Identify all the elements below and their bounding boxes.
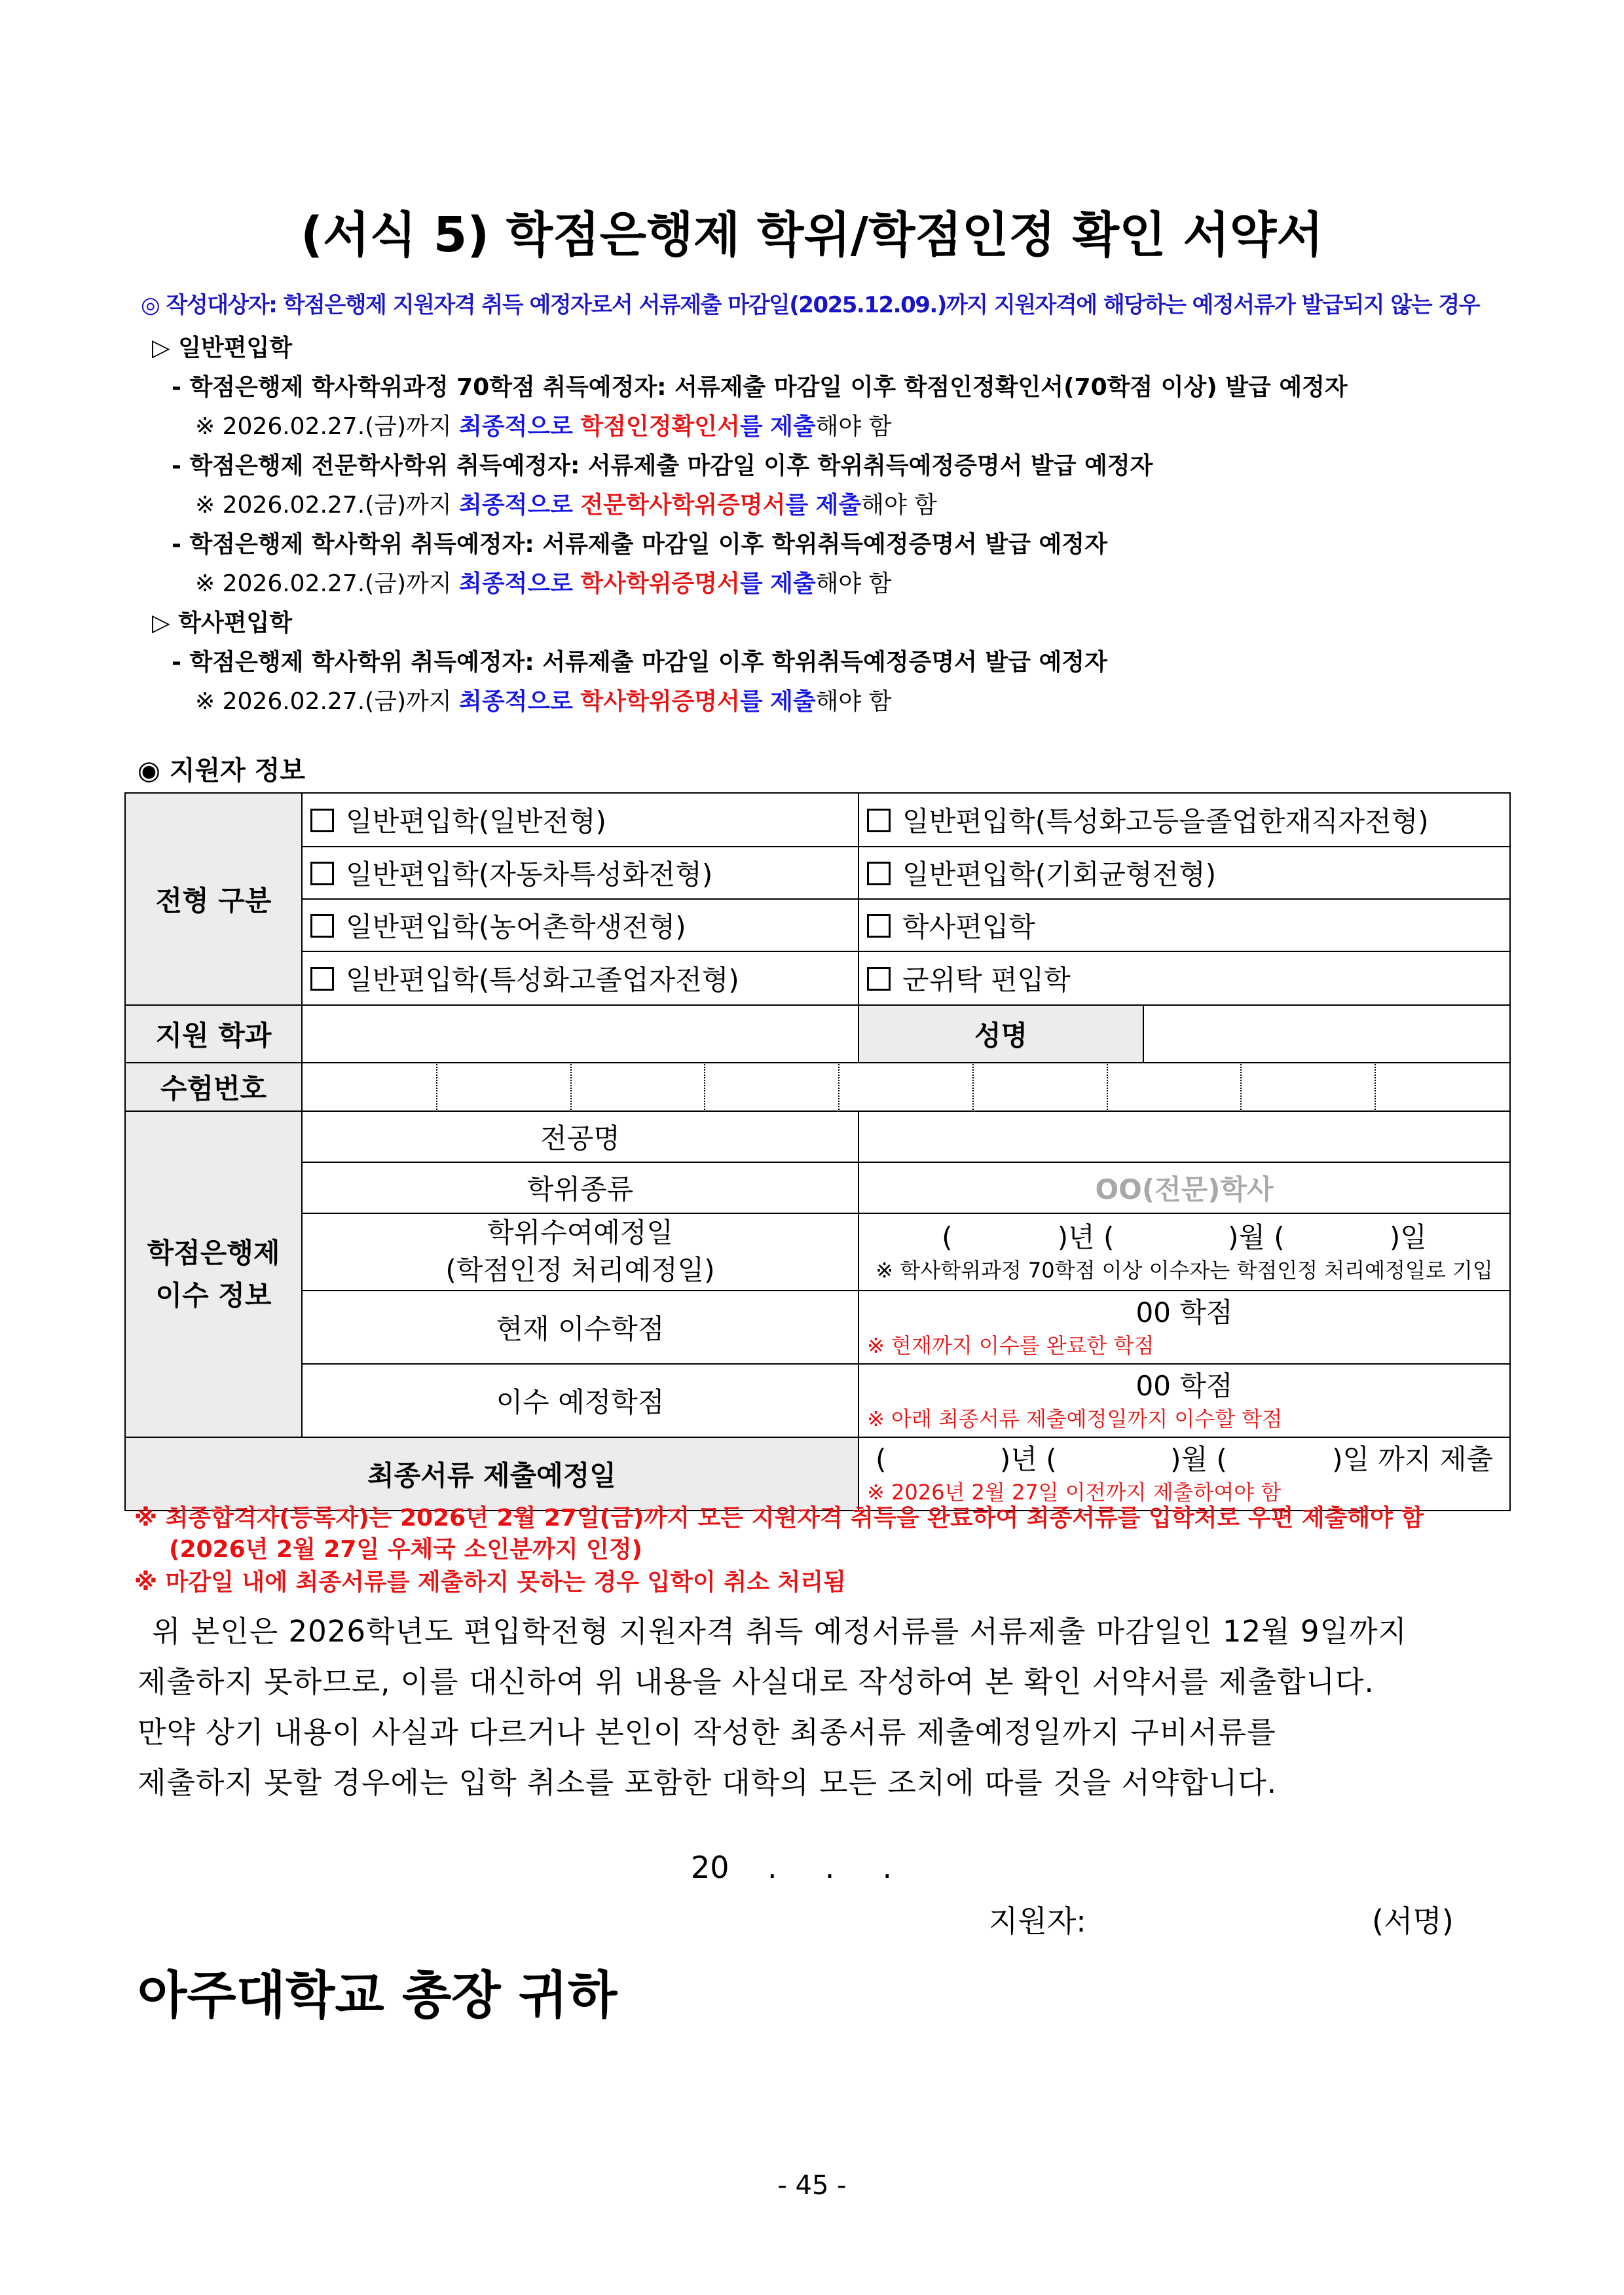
general-item-2-heading: - 학점은행제 전문학사학위 취득예정자: 서류제출 마감일 이후 학위취득예정증명서 발급 예정자 (172, 452, 1153, 479)
page-number: - 45 - (777, 2171, 847, 2201)
track-option-label: 일반편입학(농어촌학생전형) (346, 911, 686, 943)
bachelor-transfer-header: ▷ 학사편입학 (152, 610, 293, 636)
track-option-label: 일반편입학(자동차특성화전형) (346, 858, 713, 890)
name-label: 성명 (858, 1005, 1143, 1063)
note-suffix: 해야 함 (861, 492, 937, 519)
note-submit: 제출 (770, 688, 816, 715)
exam-digit-box[interactable] (973, 1064, 1107, 1110)
track-option-label: 학사편입학 (902, 911, 1035, 943)
current-credits-value: 00 학점 (1135, 1296, 1233, 1329)
checkbox-icon[interactable] (310, 914, 334, 938)
exam-number-label: 수험번호 (125, 1063, 302, 1111)
general-item-2-note (195, 487, 937, 520)
current-credits-note: ※ 현재까지 이수를 완료한 학점 (867, 1332, 1154, 1358)
planned-credits-note: ※ 아래 최종서류 제출예정일까지 이수할 학점 (867, 1406, 1283, 1431)
note-final: 최종적으로 (459, 688, 573, 715)
dept-label: 지원 학과 (125, 1005, 302, 1063)
general-item-1-heading: - 학점은행제 학사학위과정 70학점 취득예정자: 서류제출 마감일 이후 학점인정확인서(70학점 이상) 발급 예정자 (172, 374, 1348, 401)
track-option-specialized-grad[interactable] (302, 951, 858, 1005)
general-item-3-heading: - 학점은행제 학사학위 취득예정자: 서류제출 마감일 이후 학위취득예정증명서 발급 예정자 (172, 531, 1107, 558)
major-field[interactable] (858, 1111, 1510, 1162)
note-deadline: ※ 2026.02.27.(금)까지 (195, 570, 452, 597)
award-date-note: ※ 학사학위과정 70학점 이상 이수자는 학점인정 처리예정일로 기입 (876, 1257, 1493, 1283)
award-date-label (302, 1213, 858, 1291)
document-title: (서식 5) 학점은행제 학위/학점인정 확인 서약서 (301, 207, 1323, 263)
track-option-label: 일반편입학(특성화고졸업자전형) (346, 964, 739, 996)
checkbox-icon[interactable] (867, 967, 891, 991)
track-option-equal-opportunity[interactable] (858, 847, 1510, 899)
pledge-line-1: 위 본인은 2026학년도 편입학전형 지원자격 취득 예정서류를 서류제출 마감일인 12월 9일까지 (152, 1614, 1407, 1649)
note-deadline: ※ 2026.02.27.(금)까지 (195, 413, 452, 440)
credit-info-label: 학점은행제 이수 정보 (125, 1111, 302, 1437)
pledge-line-4: 제출하지 못할 경우에는 입학 취소를 포함한 대학의 모든 조치에 따를 것을 서약합니다. (138, 1765, 1278, 1800)
note-final: 최종적으로 (459, 570, 573, 597)
exam-digit-box[interactable] (1107, 1064, 1242, 1110)
checkbox-icon[interactable] (310, 862, 334, 885)
track-option-label: 일반편입학(기회균형전형) (902, 858, 1217, 890)
footnote-postmark: (2026년 2월 27일 우체국 소인분까지 인정) (169, 1536, 643, 1563)
exam-digit-box[interactable] (1241, 1064, 1375, 1110)
award-date-label-line1: 학위수여예정일 (487, 1217, 674, 1249)
note-submit: 제출 (770, 413, 816, 440)
checkbox-icon[interactable] (310, 967, 334, 991)
track-option-rural[interactable] (302, 899, 858, 951)
track-option-label: 군위탁 편입학 (902, 964, 1071, 996)
track-option-label: 일반편입학(일반전형) (346, 805, 606, 837)
exam-digit-box[interactable] (303, 1064, 437, 1110)
general-item-1-note (195, 408, 891, 441)
footnote-final-submission: ※ 최종합격자(등록자)는 2026년 2월 27일(금)까지 모든 지원자격 취득을 완료하여 최종서류를 입학처로 우편 제출해야 함 (134, 1505, 1424, 1532)
note-submit: 제출 (770, 570, 816, 597)
track-option-general[interactable] (302, 793, 858, 847)
final-doc-date-note: ※ 2026년 2월 27일 이전까지 제출하여야 함 (867, 1479, 1282, 1505)
award-date-value: ( )년 ( )월 ( )일 (942, 1221, 1427, 1254)
signature-label[interactable]: (서명) (1372, 1903, 1454, 1939)
checkbox-icon[interactable] (867, 809, 891, 832)
general-transfer-header: ▷ 일반편입학 (152, 335, 293, 361)
pledge-line-3: 만약 상기 내용이 사실과 다르거나 본인이 작성한 최종서류 제출예정일까지 구비서류를 (138, 1715, 1276, 1750)
major-label: 전공명 (302, 1111, 858, 1162)
note-document: 학사학위증명서 (580, 570, 740, 597)
degree-type-label: 학위종류 (302, 1162, 858, 1213)
note-document: 학점인정확인서 (580, 413, 740, 440)
note-submit: 제출 (815, 492, 862, 519)
track-option-bachelor[interactable] (858, 899, 1510, 951)
final-doc-date-value: ( )년 ( )월 ( )일 까지 제출 (875, 1443, 1494, 1476)
planned-credits-field[interactable] (858, 1364, 1510, 1437)
track-option-specialized-worker[interactable] (858, 793, 1510, 847)
exam-digit-box[interactable] (839, 1064, 973, 1110)
exam-digit-box[interactable] (1375, 1064, 1509, 1110)
bachelor-item-1-heading: - 학점은행제 학사학위 취득예정자: 서류제출 마감일 이후 학위취득예정증명서 발급 예정자 (172, 649, 1107, 676)
exam-digit-box[interactable] (705, 1064, 839, 1110)
name-field[interactable] (1143, 1005, 1510, 1063)
note-document: 학사학위증명서 (580, 688, 740, 715)
note-deadline: ※ 2026.02.27.(금)까지 (195, 492, 452, 519)
current-credits-field[interactable] (858, 1291, 1510, 1364)
track-option-automotive[interactable] (302, 847, 858, 899)
dept-field[interactable] (302, 1005, 858, 1063)
note-particle: 를 (785, 492, 809, 519)
note-suffix: 해야 함 (815, 570, 892, 597)
checkbox-icon[interactable] (867, 914, 891, 938)
note-particle: 를 (739, 413, 763, 440)
note-deadline: ※ 2026.02.27.(금)까지 (195, 688, 452, 715)
bachelor-item-1-note (195, 683, 891, 716)
planned-credits-value: 00 학점 (1135, 1370, 1233, 1403)
footnote-cancellation: ※ 마감일 내에 최종서류를 제출하지 못하는 경우 입학이 취소 처리됨 (134, 1569, 846, 1596)
note-particle: 를 (739, 570, 763, 597)
exam-number-boxes (303, 1064, 1509, 1110)
date-line: 20 . . . (691, 1850, 893, 1885)
note-suffix: 해야 함 (815, 413, 892, 440)
note-document: 전문학사학위증명서 (580, 492, 786, 519)
general-item-3-note (195, 565, 891, 598)
track-label: 전형 구분 (125, 793, 302, 1005)
applicant-sign-label: 지원자: (989, 1903, 1086, 1939)
track-option-label: 일반편입학(특성화고등을졸업한재직자전형) (902, 805, 1429, 837)
closing-addressee: 아주대학교 총장 귀하 (138, 1966, 618, 2025)
exam-digit-box[interactable] (437, 1064, 571, 1110)
award-date-label-line2: (학점인정 처리예정일) (445, 1254, 715, 1286)
note-suffix: 해야 함 (815, 688, 892, 715)
checkbox-icon[interactable] (310, 809, 334, 832)
applicant-info-table (124, 792, 1511, 1511)
planned-credits-label: 이수 예정학점 (302, 1364, 858, 1437)
exam-number-field[interactable] (302, 1063, 1510, 1111)
current-credits-label: 현재 이수학점 (302, 1291, 858, 1364)
track-option-military[interactable] (858, 951, 1510, 1005)
checkbox-icon[interactable] (867, 862, 891, 885)
note-final: 최종적으로 (459, 492, 573, 519)
note-final: 최종적으로 (459, 413, 573, 440)
pledge-line-2: 제출하지 못하므로, 이를 대신하여 위 내용을 사실대로 작성하여 본 확인 서약서를 제출합니다. (138, 1664, 1375, 1699)
exam-digit-box[interactable] (571, 1064, 705, 1110)
final-doc-date-label: 최종서류 제출예정일 (125, 1437, 858, 1511)
target-note: ◎ 작성대상자: 학점은행제 지원자격 취득 예정자로서 서류제출 마감일(2025.12.09.)까지 지원자격에 해당하는 예정서류가 발급되지 않는 경우 (141, 292, 1480, 318)
applicant-info-header: ◉ 지원자 정보 (138, 756, 305, 786)
award-date-field[interactable] (858, 1213, 1510, 1291)
note-particle: 를 (739, 688, 763, 715)
degree-type-value[interactable]: OO(전문)학사 (858, 1162, 1510, 1213)
